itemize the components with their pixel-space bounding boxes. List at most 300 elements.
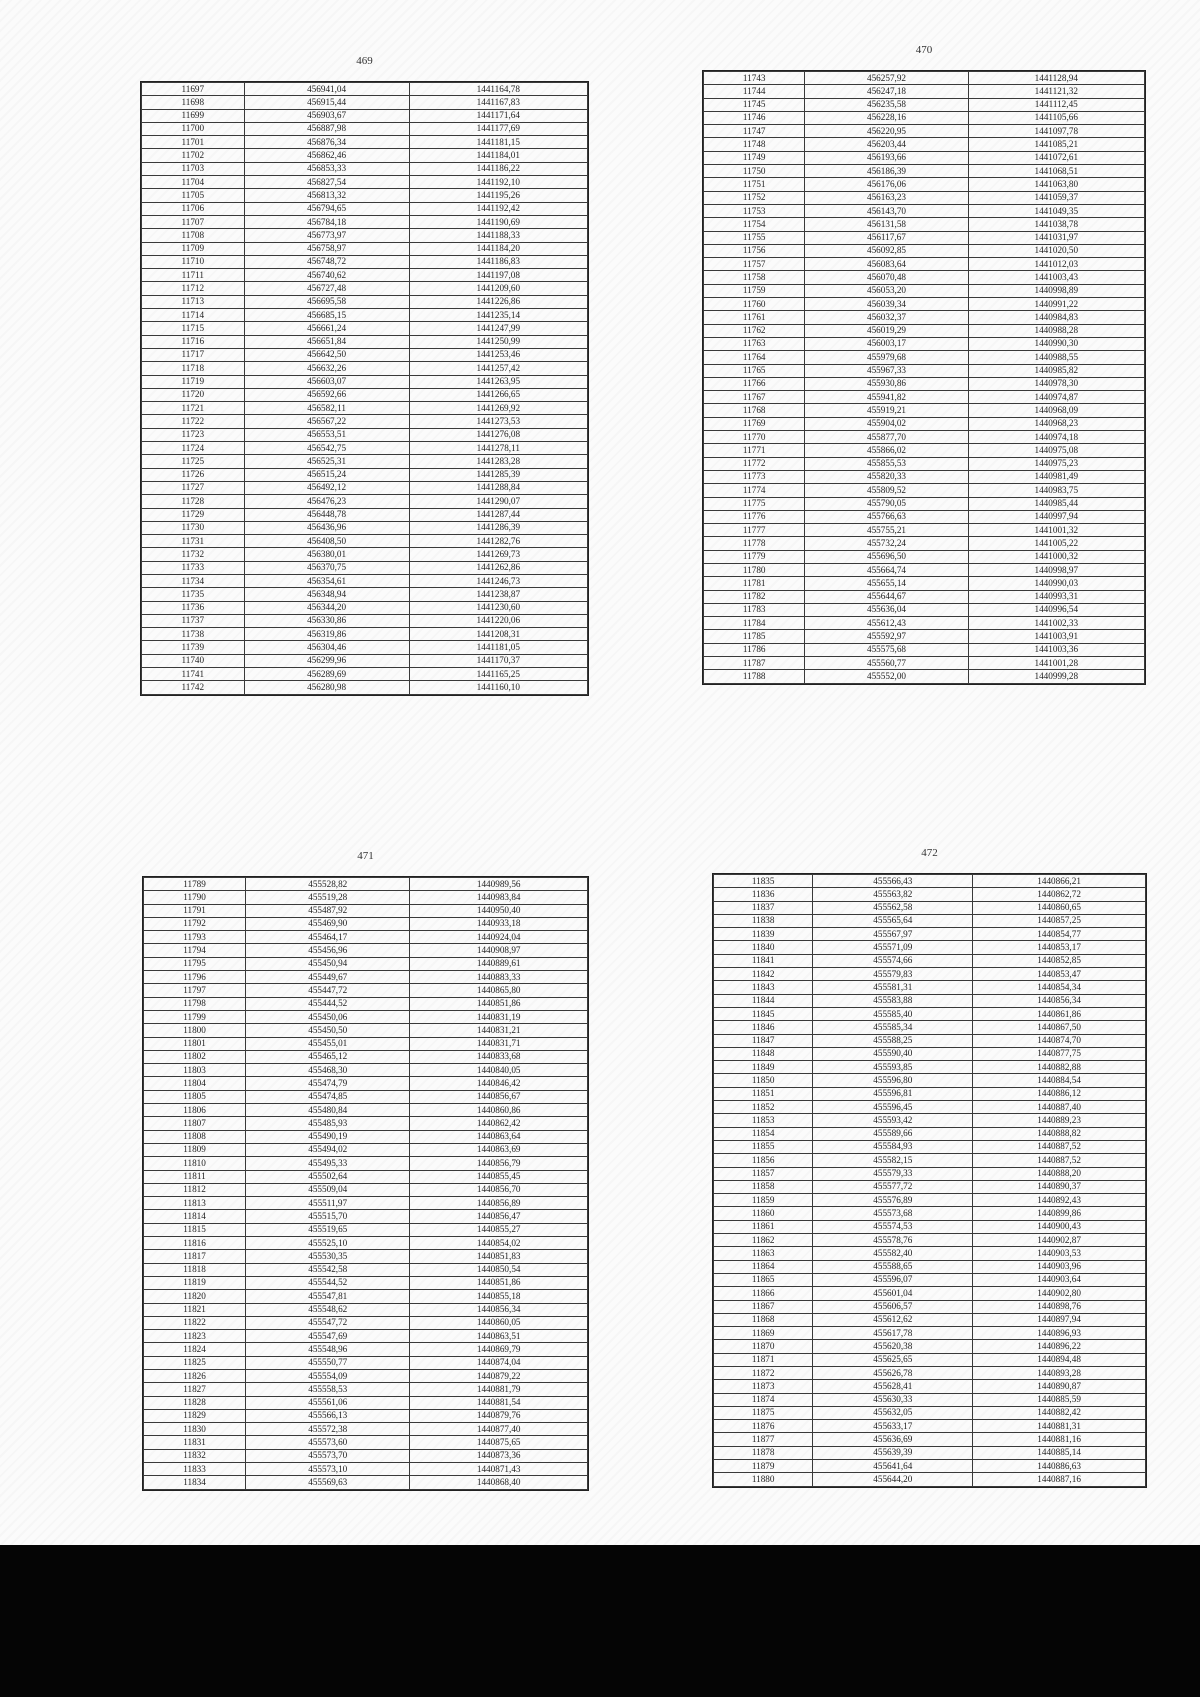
y-coordinate-cell: 1440902,80 bbox=[973, 1287, 1146, 1300]
table-row bbox=[704, 204, 1145, 217]
table-row bbox=[144, 944, 588, 957]
x-coordinate-cell: 456257,92 bbox=[805, 72, 968, 85]
x-coordinate-cell: 456476,23 bbox=[244, 495, 409, 508]
point-number-cell: 11809 bbox=[144, 1143, 246, 1156]
x-coordinate-cell: 456083,64 bbox=[805, 258, 968, 271]
y-coordinate-cell: 1441220,06 bbox=[409, 614, 587, 627]
x-coordinate-cell: 456380,01 bbox=[244, 548, 409, 561]
y-coordinate-cell: 1441121,32 bbox=[968, 85, 1144, 98]
table-row bbox=[704, 258, 1145, 271]
table-row bbox=[704, 111, 1145, 124]
x-coordinate-cell: 455930,86 bbox=[805, 377, 968, 390]
x-coordinate-cell: 456053,20 bbox=[805, 284, 968, 297]
y-coordinate-cell: 1440881,54 bbox=[410, 1396, 588, 1409]
x-coordinate-cell: 455664,74 bbox=[805, 563, 968, 576]
x-coordinate-cell: 455547,72 bbox=[246, 1316, 410, 1329]
x-coordinate-cell: 455444,52 bbox=[246, 997, 410, 1010]
point-number-cell: 11720 bbox=[142, 388, 245, 401]
point-number-cell: 11741 bbox=[142, 668, 245, 681]
y-coordinate-cell: 1440890,87 bbox=[973, 1380, 1146, 1393]
table-row bbox=[704, 351, 1145, 364]
point-number-cell: 11772 bbox=[704, 457, 805, 470]
table-row bbox=[704, 484, 1145, 497]
y-coordinate-cell: 1441230,60 bbox=[409, 601, 587, 614]
point-number-cell: 11781 bbox=[704, 577, 805, 590]
point-number-cell: 11879 bbox=[714, 1460, 813, 1473]
x-coordinate-cell: 456515,24 bbox=[244, 468, 409, 481]
point-number-cell: 11807 bbox=[144, 1117, 246, 1130]
y-coordinate-cell: 1441262,86 bbox=[409, 561, 587, 574]
x-coordinate-cell: 456304,46 bbox=[244, 641, 409, 654]
table-row bbox=[144, 1024, 588, 1037]
y-coordinate-cell: 1440989,56 bbox=[410, 878, 588, 891]
table-row bbox=[144, 1197, 588, 1210]
y-coordinate-cell: 1440863,51 bbox=[410, 1330, 588, 1343]
table-row bbox=[142, 535, 588, 548]
point-number-cell: 11705 bbox=[142, 189, 245, 202]
x-coordinate-cell: 456915,44 bbox=[244, 96, 409, 109]
point-number-cell: 11844 bbox=[714, 994, 813, 1007]
x-coordinate-cell: 455572,38 bbox=[246, 1423, 410, 1436]
table-row bbox=[704, 617, 1145, 630]
table-row bbox=[142, 628, 588, 641]
point-number-cell: 11697 bbox=[142, 83, 245, 96]
x-coordinate-cell: 455547,69 bbox=[246, 1330, 410, 1343]
x-coordinate-cell: 456784,18 bbox=[244, 215, 409, 228]
x-coordinate-cell: 455632,05 bbox=[813, 1406, 973, 1419]
table-row bbox=[144, 1383, 588, 1396]
x-coordinate-cell: 455468,30 bbox=[246, 1064, 410, 1077]
point-number-cell: 11786 bbox=[704, 643, 805, 656]
table-row bbox=[142, 83, 588, 96]
x-coordinate-cell: 456299,96 bbox=[244, 654, 409, 667]
page-number: 472 bbox=[921, 847, 938, 859]
y-coordinate-cell: 1440889,23 bbox=[973, 1114, 1146, 1127]
table-row bbox=[144, 1356, 588, 1369]
table-row bbox=[142, 269, 588, 282]
table-row bbox=[714, 1300, 1146, 1313]
y-coordinate-cell: 1441287,44 bbox=[409, 508, 587, 521]
table-row bbox=[142, 668, 588, 681]
table-row bbox=[142, 162, 588, 175]
y-coordinate-cell: 1441020,50 bbox=[968, 244, 1144, 257]
table-row bbox=[704, 630, 1145, 643]
y-coordinate-cell: 1441263,95 bbox=[409, 375, 587, 388]
point-number-cell: 11743 bbox=[704, 72, 805, 85]
y-coordinate-cell: 1440863,69 bbox=[410, 1143, 588, 1156]
y-coordinate-cell: 1440974,87 bbox=[968, 391, 1144, 404]
table-row bbox=[144, 1436, 588, 1449]
y-coordinate-cell: 1441003,91 bbox=[968, 630, 1144, 643]
x-coordinate-cell: 456228,16 bbox=[805, 111, 968, 124]
x-coordinate-cell: 455644,20 bbox=[813, 1473, 973, 1486]
point-number-cell: 11783 bbox=[704, 603, 805, 616]
y-coordinate-cell: 1441269,73 bbox=[409, 548, 587, 561]
y-coordinate-cell: 1440988,28 bbox=[968, 324, 1144, 337]
table-row bbox=[704, 431, 1145, 444]
y-coordinate-cell: 1440856,47 bbox=[410, 1210, 588, 1223]
x-coordinate-cell: 455515,70 bbox=[246, 1210, 410, 1223]
table-row bbox=[714, 1087, 1146, 1100]
x-coordinate-cell: 456003,17 bbox=[805, 337, 968, 350]
point-number-cell: 11762 bbox=[704, 324, 805, 337]
y-coordinate-cell: 1441197,08 bbox=[409, 269, 587, 282]
point-number-cell: 11707 bbox=[142, 215, 245, 228]
y-coordinate-cell: 1440850,54 bbox=[410, 1263, 588, 1276]
x-coordinate-cell: 455636,69 bbox=[813, 1433, 973, 1446]
point-number-cell: 11702 bbox=[142, 149, 245, 162]
table-row bbox=[714, 1101, 1146, 1114]
y-coordinate-cell: 1441012,03 bbox=[968, 258, 1144, 271]
table-row bbox=[144, 1104, 588, 1117]
point-number-cell: 11812 bbox=[144, 1183, 246, 1196]
y-coordinate-cell: 1440990,30 bbox=[968, 337, 1144, 350]
point-number-cell: 11853 bbox=[714, 1114, 813, 1127]
point-number-cell: 11793 bbox=[144, 931, 246, 944]
point-number-cell: 11725 bbox=[142, 455, 245, 468]
point-number-cell: 11780 bbox=[704, 563, 805, 576]
table-row bbox=[142, 309, 588, 322]
point-number-cell: 11791 bbox=[144, 904, 246, 917]
x-coordinate-cell: 455579,33 bbox=[813, 1167, 973, 1180]
x-coordinate-cell: 455626,78 bbox=[813, 1366, 973, 1379]
y-coordinate-cell: 1441005,22 bbox=[968, 537, 1144, 550]
point-number-cell: 11727 bbox=[142, 481, 245, 494]
table-row bbox=[142, 654, 588, 667]
y-coordinate-cell: 1440968,09 bbox=[968, 404, 1144, 417]
table-row bbox=[142, 415, 588, 428]
x-coordinate-cell: 455485,93 bbox=[246, 1117, 410, 1130]
x-coordinate-cell: 456436,96 bbox=[244, 521, 409, 534]
x-coordinate-cell: 456032,37 bbox=[805, 311, 968, 324]
point-number-cell: 11834 bbox=[144, 1476, 246, 1489]
x-coordinate-cell: 455566,43 bbox=[813, 875, 973, 888]
y-coordinate-cell: 1440851,86 bbox=[410, 1276, 588, 1289]
x-coordinate-cell: 455596,45 bbox=[813, 1101, 973, 1114]
point-number-cell: 11782 bbox=[704, 590, 805, 603]
x-coordinate-cell: 456117,67 bbox=[805, 231, 968, 244]
x-coordinate-cell: 456853,33 bbox=[244, 162, 409, 175]
table-row bbox=[144, 971, 588, 984]
x-coordinate-cell: 455552,00 bbox=[805, 670, 968, 683]
table-row bbox=[714, 1114, 1146, 1127]
table-row bbox=[144, 1250, 588, 1263]
point-number-cell: 11736 bbox=[142, 601, 245, 614]
table-row bbox=[704, 178, 1145, 191]
x-coordinate-cell: 456092,85 bbox=[805, 244, 968, 257]
table-row bbox=[704, 404, 1145, 417]
x-coordinate-cell: 455474,79 bbox=[246, 1077, 410, 1090]
point-number-cell: 11862 bbox=[714, 1234, 813, 1247]
table-row bbox=[142, 402, 588, 415]
x-coordinate-cell: 456727,48 bbox=[244, 282, 409, 295]
x-coordinate-cell: 455941,82 bbox=[805, 391, 968, 404]
y-coordinate-cell: 1441038,78 bbox=[968, 218, 1144, 231]
y-coordinate-cell: 1441250,99 bbox=[409, 335, 587, 348]
table-row bbox=[704, 85, 1145, 98]
x-coordinate-cell: 455573,68 bbox=[813, 1207, 973, 1220]
table-row bbox=[142, 202, 588, 215]
point-number-cell: 11850 bbox=[714, 1074, 813, 1087]
table-row bbox=[144, 1449, 588, 1462]
table-row bbox=[144, 1010, 588, 1023]
x-coordinate-cell: 455530,35 bbox=[246, 1250, 410, 1263]
y-coordinate-cell: 1441288,84 bbox=[409, 481, 587, 494]
coordinate-table-frame bbox=[142, 876, 589, 1491]
y-coordinate-cell: 1440881,16 bbox=[973, 1433, 1146, 1446]
x-coordinate-cell: 455569,63 bbox=[246, 1476, 410, 1489]
point-number-cell: 11757 bbox=[704, 258, 805, 271]
y-coordinate-cell: 1440887,52 bbox=[973, 1140, 1146, 1153]
x-coordinate-cell: 455628,41 bbox=[813, 1380, 973, 1393]
point-number-cell: 11846 bbox=[714, 1021, 813, 1034]
table-row bbox=[144, 1183, 588, 1196]
x-coordinate-cell: 455585,40 bbox=[813, 1007, 973, 1020]
point-number-cell: 11723 bbox=[142, 428, 245, 441]
point-number-cell: 11843 bbox=[714, 981, 813, 994]
x-coordinate-cell: 455620,38 bbox=[813, 1340, 973, 1353]
point-number-cell: 11842 bbox=[714, 968, 813, 981]
x-coordinate-cell: 455574,53 bbox=[813, 1220, 973, 1233]
point-number-cell: 11771 bbox=[704, 444, 805, 457]
y-coordinate-cell: 1441195,26 bbox=[409, 189, 587, 202]
y-coordinate-cell: 1441105,66 bbox=[968, 111, 1144, 124]
x-coordinate-cell: 456582,11 bbox=[244, 402, 409, 415]
y-coordinate-cell: 1440840,05 bbox=[410, 1064, 588, 1077]
table-row bbox=[144, 1050, 588, 1063]
table-row bbox=[714, 1167, 1146, 1180]
x-coordinate-cell: 455450,50 bbox=[246, 1024, 410, 1037]
x-coordinate-cell: 455639,39 bbox=[813, 1446, 973, 1459]
x-coordinate-cell: 455547,81 bbox=[246, 1290, 410, 1303]
x-coordinate-cell: 455596,07 bbox=[813, 1273, 973, 1286]
y-coordinate-cell: 1441208,31 bbox=[409, 628, 587, 641]
table-row bbox=[714, 901, 1146, 914]
table-row bbox=[714, 1180, 1146, 1193]
point-number-cell: 11857 bbox=[714, 1167, 813, 1180]
x-coordinate-cell: 455562,58 bbox=[813, 901, 973, 914]
table-row bbox=[142, 481, 588, 494]
y-coordinate-cell: 1440985,82 bbox=[968, 364, 1144, 377]
x-coordinate-cell: 456247,18 bbox=[805, 85, 968, 98]
x-coordinate-cell: 455588,25 bbox=[813, 1034, 973, 1047]
y-coordinate-cell: 1441192,42 bbox=[409, 202, 587, 215]
table-row bbox=[144, 957, 588, 970]
point-number-cell: 11763 bbox=[704, 337, 805, 350]
y-coordinate-cell: 1440984,83 bbox=[968, 311, 1144, 324]
table-row bbox=[142, 189, 588, 202]
point-number-cell: 11873 bbox=[714, 1380, 813, 1393]
point-number-cell: 11822 bbox=[144, 1316, 246, 1329]
point-number-cell: 11728 bbox=[142, 495, 245, 508]
point-number-cell: 11756 bbox=[704, 244, 805, 257]
x-coordinate-cell: 455589,66 bbox=[813, 1127, 973, 1140]
table-row bbox=[144, 1117, 588, 1130]
x-coordinate-cell: 455542,58 bbox=[246, 1263, 410, 1276]
x-coordinate-cell: 456685,15 bbox=[244, 309, 409, 322]
point-number-cell: 11798 bbox=[144, 997, 246, 1010]
y-coordinate-cell: 1440998,97 bbox=[968, 563, 1144, 576]
table-row bbox=[144, 1476, 588, 1489]
y-coordinate-cell: 1440890,37 bbox=[973, 1180, 1146, 1193]
y-coordinate-cell: 1440831,21 bbox=[410, 1024, 588, 1037]
table-row bbox=[142, 428, 588, 441]
y-coordinate-cell: 1440862,72 bbox=[973, 888, 1146, 901]
table-row bbox=[714, 1207, 1146, 1220]
x-coordinate-cell: 456632,26 bbox=[244, 362, 409, 375]
point-number-cell: 11731 bbox=[142, 535, 245, 548]
y-coordinate-cell: 1440856,89 bbox=[410, 1197, 588, 1210]
x-coordinate-cell: 456370,75 bbox=[244, 561, 409, 574]
point-number-cell: 11716 bbox=[142, 335, 245, 348]
table-row bbox=[704, 577, 1145, 590]
point-number-cell: 11866 bbox=[714, 1287, 813, 1300]
y-coordinate-cell: 1440882,42 bbox=[973, 1406, 1146, 1419]
point-number-cell: 11735 bbox=[142, 588, 245, 601]
point-number-cell: 11785 bbox=[704, 630, 805, 643]
point-number-cell: 11804 bbox=[144, 1077, 246, 1090]
y-coordinate-cell: 1440879,22 bbox=[410, 1369, 588, 1382]
point-number-cell: 11831 bbox=[144, 1436, 246, 1449]
point-number-cell: 11758 bbox=[704, 271, 805, 284]
x-coordinate-cell: 456220,95 bbox=[805, 125, 968, 138]
x-coordinate-cell: 455633,17 bbox=[813, 1420, 973, 1433]
y-coordinate-cell: 1440978,30 bbox=[968, 377, 1144, 390]
point-number-cell: 11845 bbox=[714, 1007, 813, 1020]
point-number-cell: 11722 bbox=[142, 415, 245, 428]
table-row bbox=[142, 295, 588, 308]
table-row bbox=[144, 1237, 588, 1250]
point-number-cell: 11713 bbox=[142, 295, 245, 308]
table-row bbox=[142, 229, 588, 242]
y-coordinate-cell: 1441246,73 bbox=[409, 574, 587, 587]
y-coordinate-cell: 1441273,53 bbox=[409, 415, 587, 428]
y-coordinate-cell: 1440857,25 bbox=[973, 914, 1146, 927]
y-coordinate-cell: 1440988,55 bbox=[968, 351, 1144, 364]
y-coordinate-cell: 1440879,76 bbox=[410, 1409, 588, 1422]
x-coordinate-cell: 456651,84 bbox=[244, 335, 409, 348]
x-coordinate-cell: 456740,62 bbox=[244, 269, 409, 282]
table-row bbox=[704, 324, 1145, 337]
y-coordinate-cell: 1441186,83 bbox=[409, 255, 587, 268]
coordinate-table bbox=[143, 877, 588, 1490]
table-row bbox=[142, 96, 588, 109]
y-coordinate-cell: 1440894,48 bbox=[973, 1353, 1146, 1366]
point-number-cell: 11703 bbox=[142, 162, 245, 175]
table-row bbox=[144, 1330, 588, 1343]
table-row bbox=[142, 109, 588, 122]
point-number-cell: 11775 bbox=[704, 497, 805, 510]
point-number-cell: 11706 bbox=[142, 202, 245, 215]
y-coordinate-cell: 1440833,68 bbox=[410, 1050, 588, 1063]
y-coordinate-cell: 1440886,12 bbox=[973, 1087, 1146, 1100]
y-coordinate-cell: 1441226,86 bbox=[409, 295, 587, 308]
x-coordinate-cell: 455575,68 bbox=[805, 643, 968, 656]
x-coordinate-cell: 455480,84 bbox=[246, 1104, 410, 1117]
table-row bbox=[714, 1313, 1146, 1326]
table-row bbox=[704, 125, 1145, 138]
y-coordinate-cell: 1441257,42 bbox=[409, 362, 587, 375]
y-coordinate-cell: 1441253,46 bbox=[409, 348, 587, 361]
y-coordinate-cell: 1440888,20 bbox=[973, 1167, 1146, 1180]
y-coordinate-cell: 1441170,37 bbox=[409, 654, 587, 667]
table-row bbox=[714, 1473, 1146, 1486]
x-coordinate-cell: 455696,50 bbox=[805, 550, 968, 563]
table-row bbox=[704, 670, 1145, 683]
table-row bbox=[714, 1007, 1146, 1020]
point-number-cell: 11816 bbox=[144, 1237, 246, 1250]
y-coordinate-cell: 1441164,78 bbox=[409, 83, 587, 96]
point-number-cell: 11699 bbox=[142, 109, 245, 122]
coordinate-table-frame bbox=[140, 81, 589, 696]
table-row bbox=[142, 574, 588, 587]
point-number-cell: 11778 bbox=[704, 537, 805, 550]
y-coordinate-cell: 1440881,79 bbox=[410, 1383, 588, 1396]
point-number-cell: 11821 bbox=[144, 1303, 246, 1316]
point-number-cell: 11759 bbox=[704, 284, 805, 297]
point-number-cell: 11729 bbox=[142, 508, 245, 521]
table-row bbox=[144, 931, 588, 944]
x-coordinate-cell: 455588,65 bbox=[813, 1260, 973, 1273]
page-471 bbox=[142, 850, 589, 1491]
x-coordinate-cell: 456794,65 bbox=[244, 202, 409, 215]
table-row bbox=[142, 588, 588, 601]
x-coordinate-cell: 455617,78 bbox=[813, 1327, 973, 1340]
point-number-cell: 11818 bbox=[144, 1263, 246, 1276]
point-number-cell: 11861 bbox=[714, 1220, 813, 1233]
point-number-cell: 11854 bbox=[714, 1127, 813, 1140]
table-row bbox=[704, 603, 1145, 616]
point-number-cell: 11719 bbox=[142, 375, 245, 388]
point-number-cell: 11814 bbox=[144, 1210, 246, 1223]
y-coordinate-cell: 1440860,05 bbox=[410, 1316, 588, 1329]
table-row bbox=[714, 1433, 1146, 1446]
x-coordinate-cell: 455544,52 bbox=[246, 1276, 410, 1289]
table-row bbox=[142, 122, 588, 135]
y-coordinate-cell: 1441177,69 bbox=[409, 122, 587, 135]
y-coordinate-cell: 1440897,94 bbox=[973, 1313, 1146, 1326]
point-number-cell: 11847 bbox=[714, 1034, 813, 1047]
x-coordinate-cell: 455566,13 bbox=[246, 1409, 410, 1422]
y-coordinate-cell: 1441190,69 bbox=[409, 215, 587, 228]
y-coordinate-cell: 1441128,94 bbox=[968, 72, 1144, 85]
x-coordinate-cell: 455866,02 bbox=[805, 444, 968, 457]
point-number-cell: 11838 bbox=[714, 914, 813, 927]
y-coordinate-cell: 1440856,34 bbox=[973, 994, 1146, 1007]
x-coordinate-cell: 456553,51 bbox=[244, 428, 409, 441]
y-coordinate-cell: 1440999,28 bbox=[968, 670, 1144, 683]
point-number-cell: 11858 bbox=[714, 1180, 813, 1193]
point-number-cell: 11880 bbox=[714, 1473, 813, 1486]
point-number-cell: 11837 bbox=[714, 901, 813, 914]
x-coordinate-cell: 455573,10 bbox=[246, 1463, 410, 1476]
point-number-cell: 11710 bbox=[142, 255, 245, 268]
point-number-cell: 11717 bbox=[142, 348, 245, 361]
point-number-cell: 11805 bbox=[144, 1090, 246, 1103]
x-coordinate-cell: 456289,69 bbox=[244, 668, 409, 681]
y-coordinate-cell: 1441184,01 bbox=[409, 149, 587, 162]
table-row bbox=[144, 1316, 588, 1329]
table-row bbox=[714, 1047, 1146, 1060]
y-coordinate-cell: 1440893,28 bbox=[973, 1366, 1146, 1379]
y-coordinate-cell: 1440856,67 bbox=[410, 1090, 588, 1103]
point-number-cell: 11867 bbox=[714, 1300, 813, 1313]
table-row bbox=[714, 1194, 1146, 1207]
point-number-cell: 11813 bbox=[144, 1197, 246, 1210]
table-row bbox=[714, 1366, 1146, 1379]
table-row bbox=[704, 417, 1145, 430]
y-coordinate-cell: 1440853,47 bbox=[973, 968, 1146, 981]
